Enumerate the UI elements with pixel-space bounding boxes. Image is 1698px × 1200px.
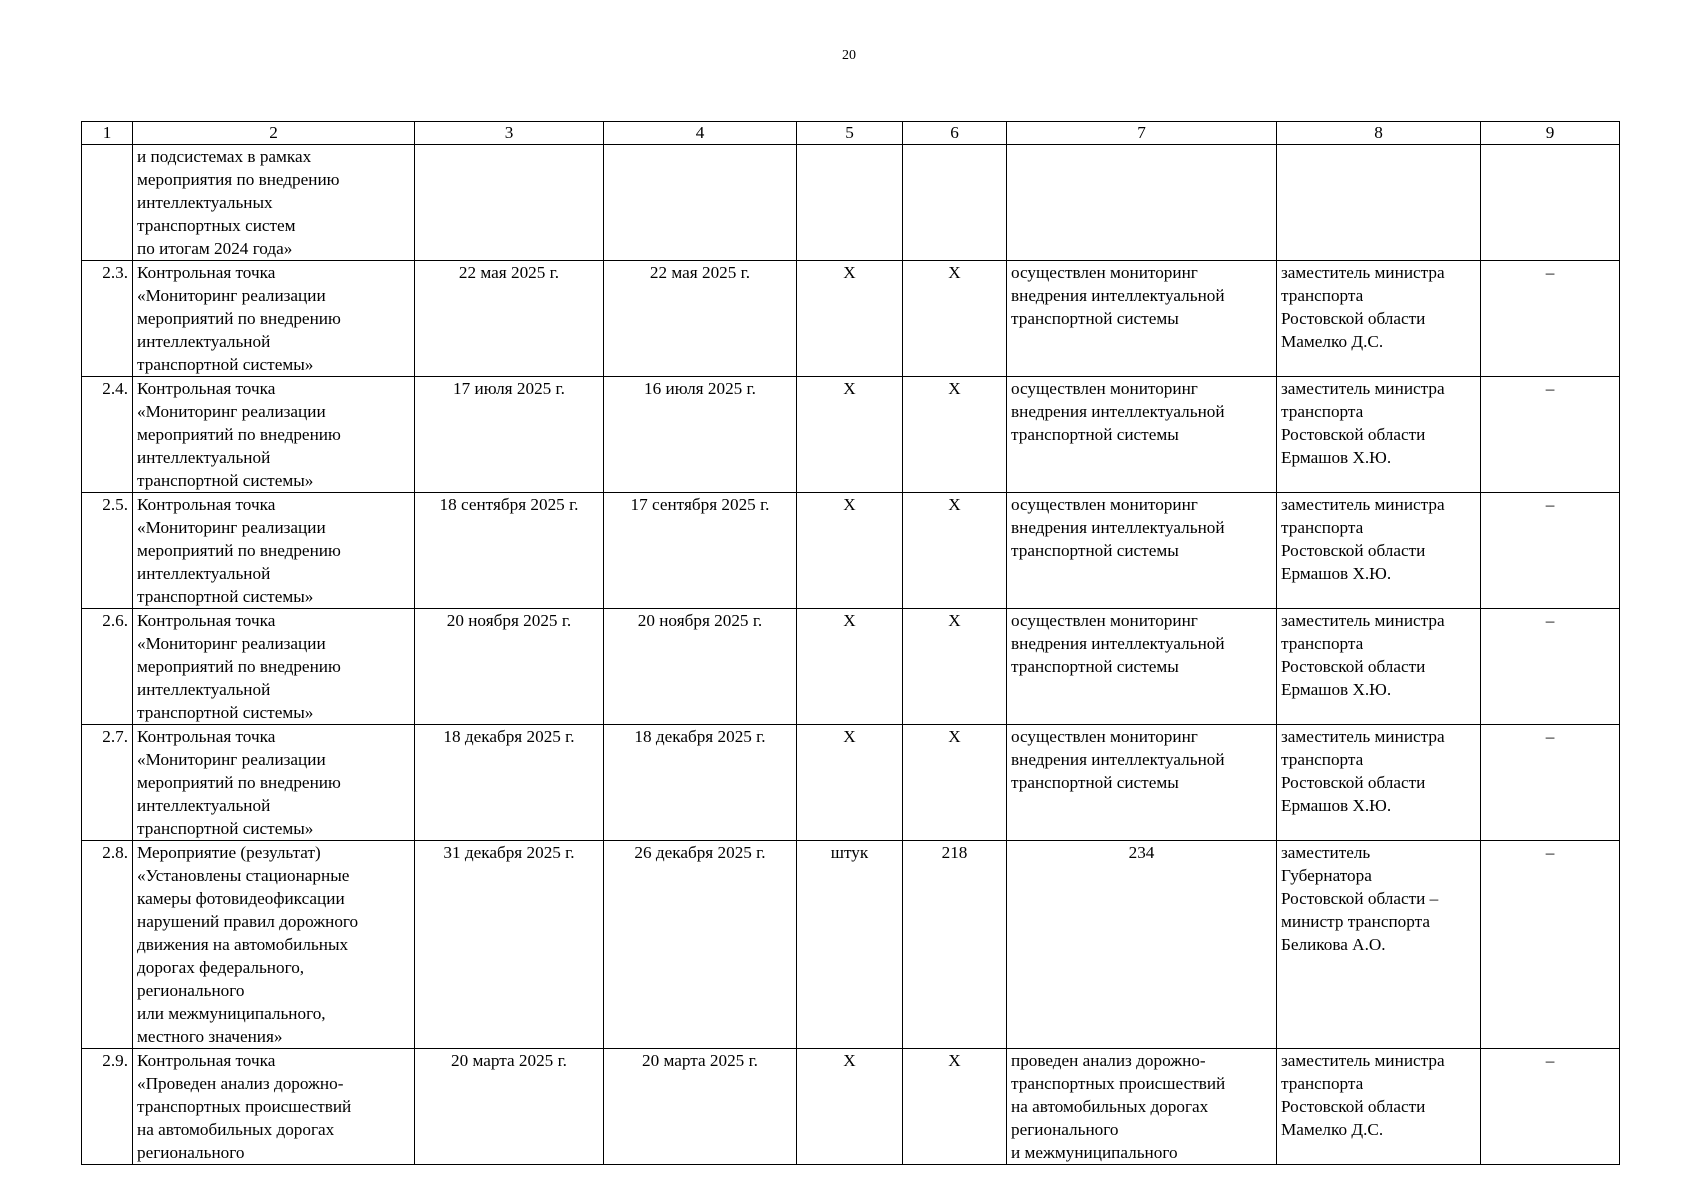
table-row [82, 145, 1620, 261]
responsible-cell-line: транспорта [1281, 402, 1364, 421]
unit-cell: X [797, 1049, 903, 1165]
fact-date-cell: 26 декабря 2025 г. [604, 841, 797, 1049]
fact-date-cell: 17 сентября 2025 г. [604, 493, 797, 609]
responsible-cell-line: Ермашов Х.Ю. [1281, 448, 1392, 467]
table-row [82, 493, 1620, 609]
table-row [82, 725, 1620, 841]
responsible-cell [1277, 261, 1481, 377]
responsible-cell-line: Ростовской области [1281, 657, 1426, 676]
name-cell-line: местного значения» [137, 1027, 283, 1046]
plan-date-cell: 20 ноября 2025 г. [415, 609, 604, 725]
responsible-cell-line: заместитель министра [1281, 379, 1445, 398]
header-cell-4: 4 [604, 122, 797, 145]
note-cell: – [1481, 841, 1620, 1049]
result-cell-line: транспортных происшествий [1011, 1074, 1226, 1093]
plan-date-cell: 18 декабря 2025 г. [415, 725, 604, 841]
result-cell [1007, 145, 1277, 261]
responsible-cell-line: Ростовской области [1281, 541, 1426, 560]
responsible-cell [1277, 145, 1481, 261]
responsible-cell-line: Ростовской области – [1281, 889, 1439, 908]
result-cell-line: осуществлен мониторинг [1011, 727, 1198, 746]
header-cell-2: 2 [133, 122, 415, 145]
name-cell-line: дорогах федерального, [137, 958, 305, 977]
header-cell-1: 1 [82, 122, 133, 145]
fact-date-cell: 16 июля 2025 г. [604, 377, 797, 493]
result-cell-line: на автомобильных дорогах [1011, 1097, 1209, 1116]
row-number-cell: 2.9. [82, 1049, 133, 1165]
responsible-cell [1277, 1049, 1481, 1165]
name-cell-line: по итогам 2024 года» [137, 239, 293, 258]
name-cell [133, 261, 415, 377]
row-number-cell: 2.7. [82, 725, 133, 841]
name-cell-line: интеллектуальной [137, 332, 271, 351]
result-cell [1007, 609, 1277, 725]
unit-cell: X [797, 493, 903, 609]
name-cell [133, 377, 415, 493]
name-cell-line: движения на автомобильных [137, 935, 349, 954]
name-cell-line: «Проведен анализ дорожно- [137, 1074, 344, 1093]
result-cell-line: транспортной системы [1011, 773, 1179, 792]
name-cell-line: транспортной системы» [137, 703, 314, 722]
responsible-cell-line: Ермашов Х.Ю. [1281, 564, 1392, 583]
responsible-cell-line: заместитель министра [1281, 727, 1445, 746]
name-cell-line: транспортных происшествий [137, 1097, 352, 1116]
header-cell-7: 7 [1007, 122, 1277, 145]
result-cell [1007, 1049, 1277, 1165]
plan-date-cell: 31 декабря 2025 г. [415, 841, 604, 1049]
responsible-cell-line: транспорта [1281, 518, 1364, 537]
responsible-cell-line: Ростовской области [1281, 1097, 1426, 1116]
note-cell: – [1481, 1049, 1620, 1165]
responsible-cell-line: Мамелко Д.С. [1281, 332, 1384, 351]
name-cell [133, 841, 415, 1049]
name-cell-line: регионального [137, 981, 245, 1000]
plan-value-cell [903, 145, 1007, 261]
result-cell-line: транспортной системы [1011, 309, 1179, 328]
name-cell-line: транспортной системы» [137, 587, 314, 606]
name-cell-line: Контрольная точка [137, 727, 276, 746]
note-cell: – [1481, 725, 1620, 841]
result-cell-line: и межмуниципального [1011, 1143, 1178, 1162]
responsible-cell-line: транспорта [1281, 634, 1364, 653]
name-cell-line: интеллектуальной [137, 796, 271, 815]
responsible-cell [1277, 377, 1481, 493]
fact-date-cell: 20 марта 2025 г. [604, 1049, 797, 1165]
note-cell: – [1481, 493, 1620, 609]
report-table [81, 121, 1620, 1165]
name-cell-line: «Мониторинг реализации [137, 634, 326, 653]
name-cell-line: Контрольная точка [137, 1051, 276, 1070]
row-number-cell: 2.8. [82, 841, 133, 1049]
result-cell-line: внедрения интеллектуальной [1011, 750, 1225, 769]
note-cell: – [1481, 377, 1620, 493]
responsible-cell-line: заместитель министра [1281, 1051, 1445, 1070]
result-cell-line: внедрения интеллектуальной [1011, 402, 1225, 421]
name-cell-line: «Мониторинг реализации [137, 518, 326, 537]
responsible-cell-line: Ростовской области [1281, 773, 1426, 792]
note-cell: – [1481, 609, 1620, 725]
responsible-cell-line: транспорта [1281, 750, 1364, 769]
responsible-cell-line: заместитель [1281, 843, 1371, 862]
row-number-cell [82, 145, 133, 261]
fact-date-cell [604, 145, 797, 261]
plan-value-cell: 218 [903, 841, 1007, 1049]
result-cell-line: осуществлен мониторинг [1011, 263, 1198, 282]
name-cell-line: интеллектуальной [137, 564, 271, 583]
unit-cell: X [797, 261, 903, 377]
responsible-cell-line: Ермашов Х.Ю. [1281, 680, 1392, 699]
result-cell [1007, 493, 1277, 609]
result-cell-line: внедрения интеллектуальной [1011, 518, 1225, 537]
result-cell [1007, 841, 1277, 1049]
result-cell-line: внедрения интеллектуальной [1011, 634, 1225, 653]
note-cell [1481, 145, 1620, 261]
name-cell-line: Контрольная точка [137, 495, 276, 514]
name-cell-line: мероприятия по внедрению [137, 170, 340, 189]
result-cell-line: осуществлен мониторинг [1011, 379, 1198, 398]
name-cell-line: «Мониторинг реализации [137, 750, 326, 769]
responsible-cell [1277, 609, 1481, 725]
result-cell-line: проведен анализ дорожно- [1011, 1051, 1206, 1070]
header-cell-8: 8 [1277, 122, 1481, 145]
result-cell [1007, 377, 1277, 493]
plan-value-cell: X [903, 1049, 1007, 1165]
result-cell-line: осуществлен мониторинг [1011, 611, 1198, 630]
responsible-cell-line: Ермашов Х.Ю. [1281, 796, 1392, 815]
unit-cell: штук [797, 841, 903, 1049]
plan-value-cell: X [903, 493, 1007, 609]
plan-value-cell: X [903, 377, 1007, 493]
note-cell: – [1481, 261, 1620, 377]
header-row [82, 122, 1620, 145]
name-cell [133, 609, 415, 725]
row-number-cell: 2.5. [82, 493, 133, 609]
name-cell-line: и подсистемах в рамках [137, 147, 312, 166]
fact-date-cell: 20 ноября 2025 г. [604, 609, 797, 725]
result-cell-line: регионального [1011, 1120, 1119, 1139]
name-cell [133, 145, 415, 261]
page-number: 20 [842, 48, 856, 63]
responsible-cell-line: заместитель министра [1281, 611, 1445, 630]
header-cell-9: 9 [1481, 122, 1620, 145]
result-cell-line: 234 [1128, 843, 1155, 862]
responsible-cell-line: транспорта [1281, 286, 1364, 305]
row-number-cell: 2.4. [82, 377, 133, 493]
header-cell-6: 6 [903, 122, 1007, 145]
name-cell-line: Контрольная точка [137, 611, 276, 630]
name-cell-line: транспортной системы» [137, 355, 314, 374]
responsible-cell-line: Ростовской области [1281, 425, 1426, 444]
name-cell-line: мероприятий по внедрению [137, 773, 341, 792]
table-row [82, 1049, 1620, 1165]
responsible-cell-line: министр транспорта [1281, 912, 1430, 931]
name-cell [133, 725, 415, 841]
plan-value-cell: X [903, 609, 1007, 725]
name-cell-line: мероприятий по внедрению [137, 541, 341, 560]
unit-cell: X [797, 725, 903, 841]
name-cell-line: «Мониторинг реализации [137, 286, 326, 305]
name-cell-line: Мероприятие (результат) [137, 843, 321, 862]
plan-date-cell: 22 мая 2025 г. [415, 261, 604, 377]
table-row [82, 841, 1620, 1049]
responsible-cell-line: Мамелко Д.С. [1281, 1120, 1384, 1139]
name-cell-line: мероприятий по внедрению [137, 425, 341, 444]
result-cell [1007, 261, 1277, 377]
name-cell-line: Контрольная точка [137, 379, 276, 398]
name-cell-line: «Мониторинг реализации [137, 402, 326, 421]
result-cell-line: транспортной системы [1011, 541, 1179, 560]
result-cell [1007, 725, 1277, 841]
name-cell-line: интеллектуальных [137, 193, 273, 212]
responsible-cell-line: Беликова А.О. [1281, 935, 1386, 954]
unit-cell: X [797, 377, 903, 493]
plan-value-cell: X [903, 261, 1007, 377]
name-cell-line: регионального [137, 1143, 245, 1162]
plan-date-cell: 18 сентября 2025 г. [415, 493, 604, 609]
name-cell [133, 1049, 415, 1165]
table-row [82, 261, 1620, 377]
name-cell-line: интеллектуальной [137, 680, 271, 699]
name-cell-line: нарушений правил дорожного [137, 912, 359, 931]
unit-cell [797, 145, 903, 261]
name-cell [133, 493, 415, 609]
name-cell-line: Контрольная точка [137, 263, 276, 282]
responsible-cell [1277, 725, 1481, 841]
result-cell-line: транспортной системы [1011, 657, 1179, 676]
responsible-cell-line: Губернатора [1281, 866, 1372, 885]
row-number-cell: 2.3. [82, 261, 133, 377]
unit-cell: X [797, 609, 903, 725]
responsible-cell [1277, 493, 1481, 609]
result-cell-line: транспортной системы [1011, 425, 1179, 444]
responsible-cell-line: заместитель министра [1281, 495, 1445, 514]
plan-date-cell: 17 июля 2025 г. [415, 377, 604, 493]
plan-date-cell: 20 марта 2025 г. [415, 1049, 604, 1165]
name-cell-line: «Установлены стационарные [137, 866, 350, 885]
name-cell-line: транспортной системы» [137, 819, 314, 838]
name-cell-line: транспортной системы» [137, 471, 314, 490]
responsible-cell [1277, 841, 1481, 1049]
name-cell-line: транспортных систем [137, 216, 296, 235]
header-cell-5: 5 [797, 122, 903, 145]
header-cell-3: 3 [415, 122, 604, 145]
table-row [82, 377, 1620, 493]
name-cell-line: на автомобильных дорогах [137, 1120, 335, 1139]
name-cell-line: интеллектуальной [137, 448, 271, 467]
name-cell-line: мероприятий по внедрению [137, 657, 341, 676]
responsible-cell-line: заместитель министра [1281, 263, 1445, 282]
row-number-cell: 2.6. [82, 609, 133, 725]
plan-value-cell: X [903, 725, 1007, 841]
name-cell-line: или межмуниципального, [137, 1004, 326, 1023]
fact-date-cell: 22 мая 2025 г. [604, 261, 797, 377]
plan-date-cell [415, 145, 604, 261]
responsible-cell-line: Ростовской области [1281, 309, 1426, 328]
result-cell-line: осуществлен мониторинг [1011, 495, 1198, 514]
name-cell-line: мероприятий по внедрению [137, 309, 341, 328]
table-body [82, 145, 1620, 1165]
name-cell-line: камеры фотовидеофиксации [137, 889, 345, 908]
responsible-cell-line: транспорта [1281, 1074, 1364, 1093]
table-row [82, 609, 1620, 725]
fact-date-cell: 18 декабря 2025 г. [604, 725, 797, 841]
result-cell-line: внедрения интеллектуальной [1011, 286, 1225, 305]
